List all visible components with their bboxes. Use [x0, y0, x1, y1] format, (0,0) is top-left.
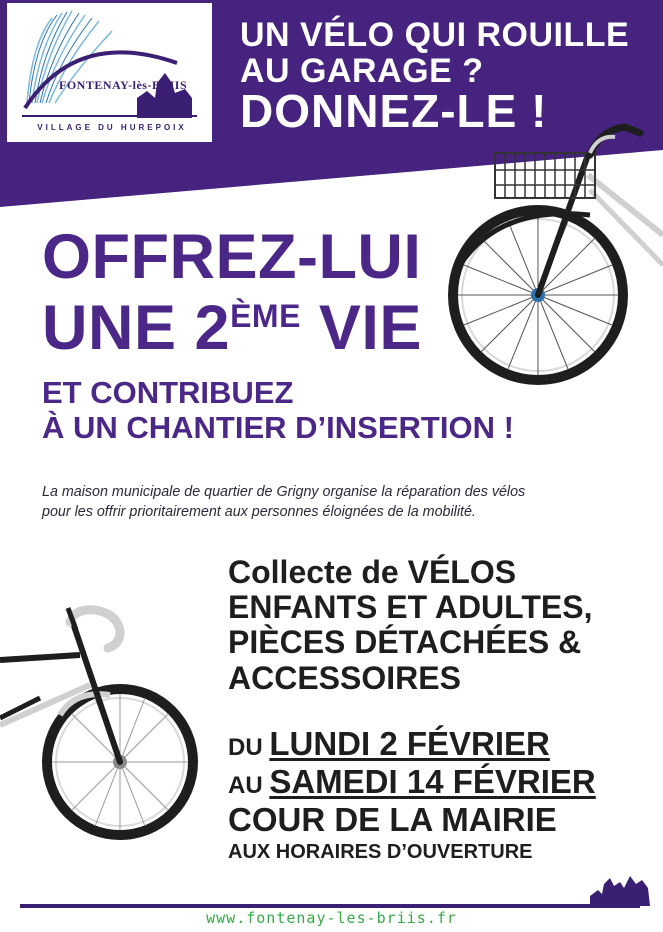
date-start-row [228, 725, 596, 763]
main-headline-line-1: OFFREZ-LUI [42, 222, 422, 292]
date-end-row [228, 763, 596, 801]
main-headline [42, 222, 422, 363]
website-link[interactable]: www.fontenay-les-briis.fr [206, 909, 457, 927]
date-start-prefix: DU [228, 734, 270, 761]
collection-item-bikes: VÉLOS [407, 554, 517, 590]
event-location: COUR DE LA MAIRIE [228, 800, 557, 838]
event-hours: AUX HORAIRES D’OUVERTURE [228, 840, 533, 863]
collection-line-3: PIÈCES DÉTACHÉES & [228, 624, 582, 661]
banner-line-3: DONNEZ-LE ! [240, 85, 548, 137]
collection-details [228, 555, 592, 696]
collection-line-1 [228, 555, 592, 590]
description [42, 482, 642, 522]
sub-headline-line-1: ET CONTRIBUEZ [42, 375, 294, 410]
main-headline-line-2 [42, 293, 422, 364]
town-logo[interactable] [7, 3, 212, 142]
banner-line-2: AU GARAGE ? [240, 52, 484, 90]
bicycle-icon [0, 600, 220, 845]
collection-prefix: Collecte de [228, 554, 408, 590]
collection-line-2: ENFANTS ET ADULTES, [228, 589, 593, 626]
logo-emblem-icon [7, 3, 212, 142]
main-headline-line-2-post: VIE [300, 292, 422, 363]
banner-line-1: UN VÉLO QUI ROUILLE [240, 16, 630, 54]
logo-subtitle: VILLAGE DU HUREPOIX [37, 123, 187, 132]
collection-line-4: ACCESSOIRES [228, 659, 461, 696]
description-line-2: pour les offrir prioritairement aux personnes éloignées de la mobilité. [42, 504, 476, 521]
date-end-prefix: AU [228, 771, 270, 799]
event-dates [228, 725, 596, 864]
sub-headline-line-2: À UN CHANTIER D’INSERTION ! [42, 409, 514, 445]
footer-divider [20, 904, 640, 908]
village-skyline-icon [590, 868, 650, 906]
logo-town-name: FONTENAY-lès-BRIIS [59, 78, 188, 92]
date-start: LUNDI 2 FÉVRIER [269, 725, 550, 762]
sub-headline [42, 376, 514, 445]
description-line-1: La maison municipale de quartier de Grigny organise la réparation des vélos [42, 484, 526, 500]
date-end: SAMEDI 14 FÉVRIER [269, 762, 596, 800]
main-headline-line-2-pre: UNE 2 [42, 292, 231, 363]
bicycle-with-basket-icon [440, 115, 663, 395]
main-headline-superscript: ÈME [230, 297, 301, 334]
